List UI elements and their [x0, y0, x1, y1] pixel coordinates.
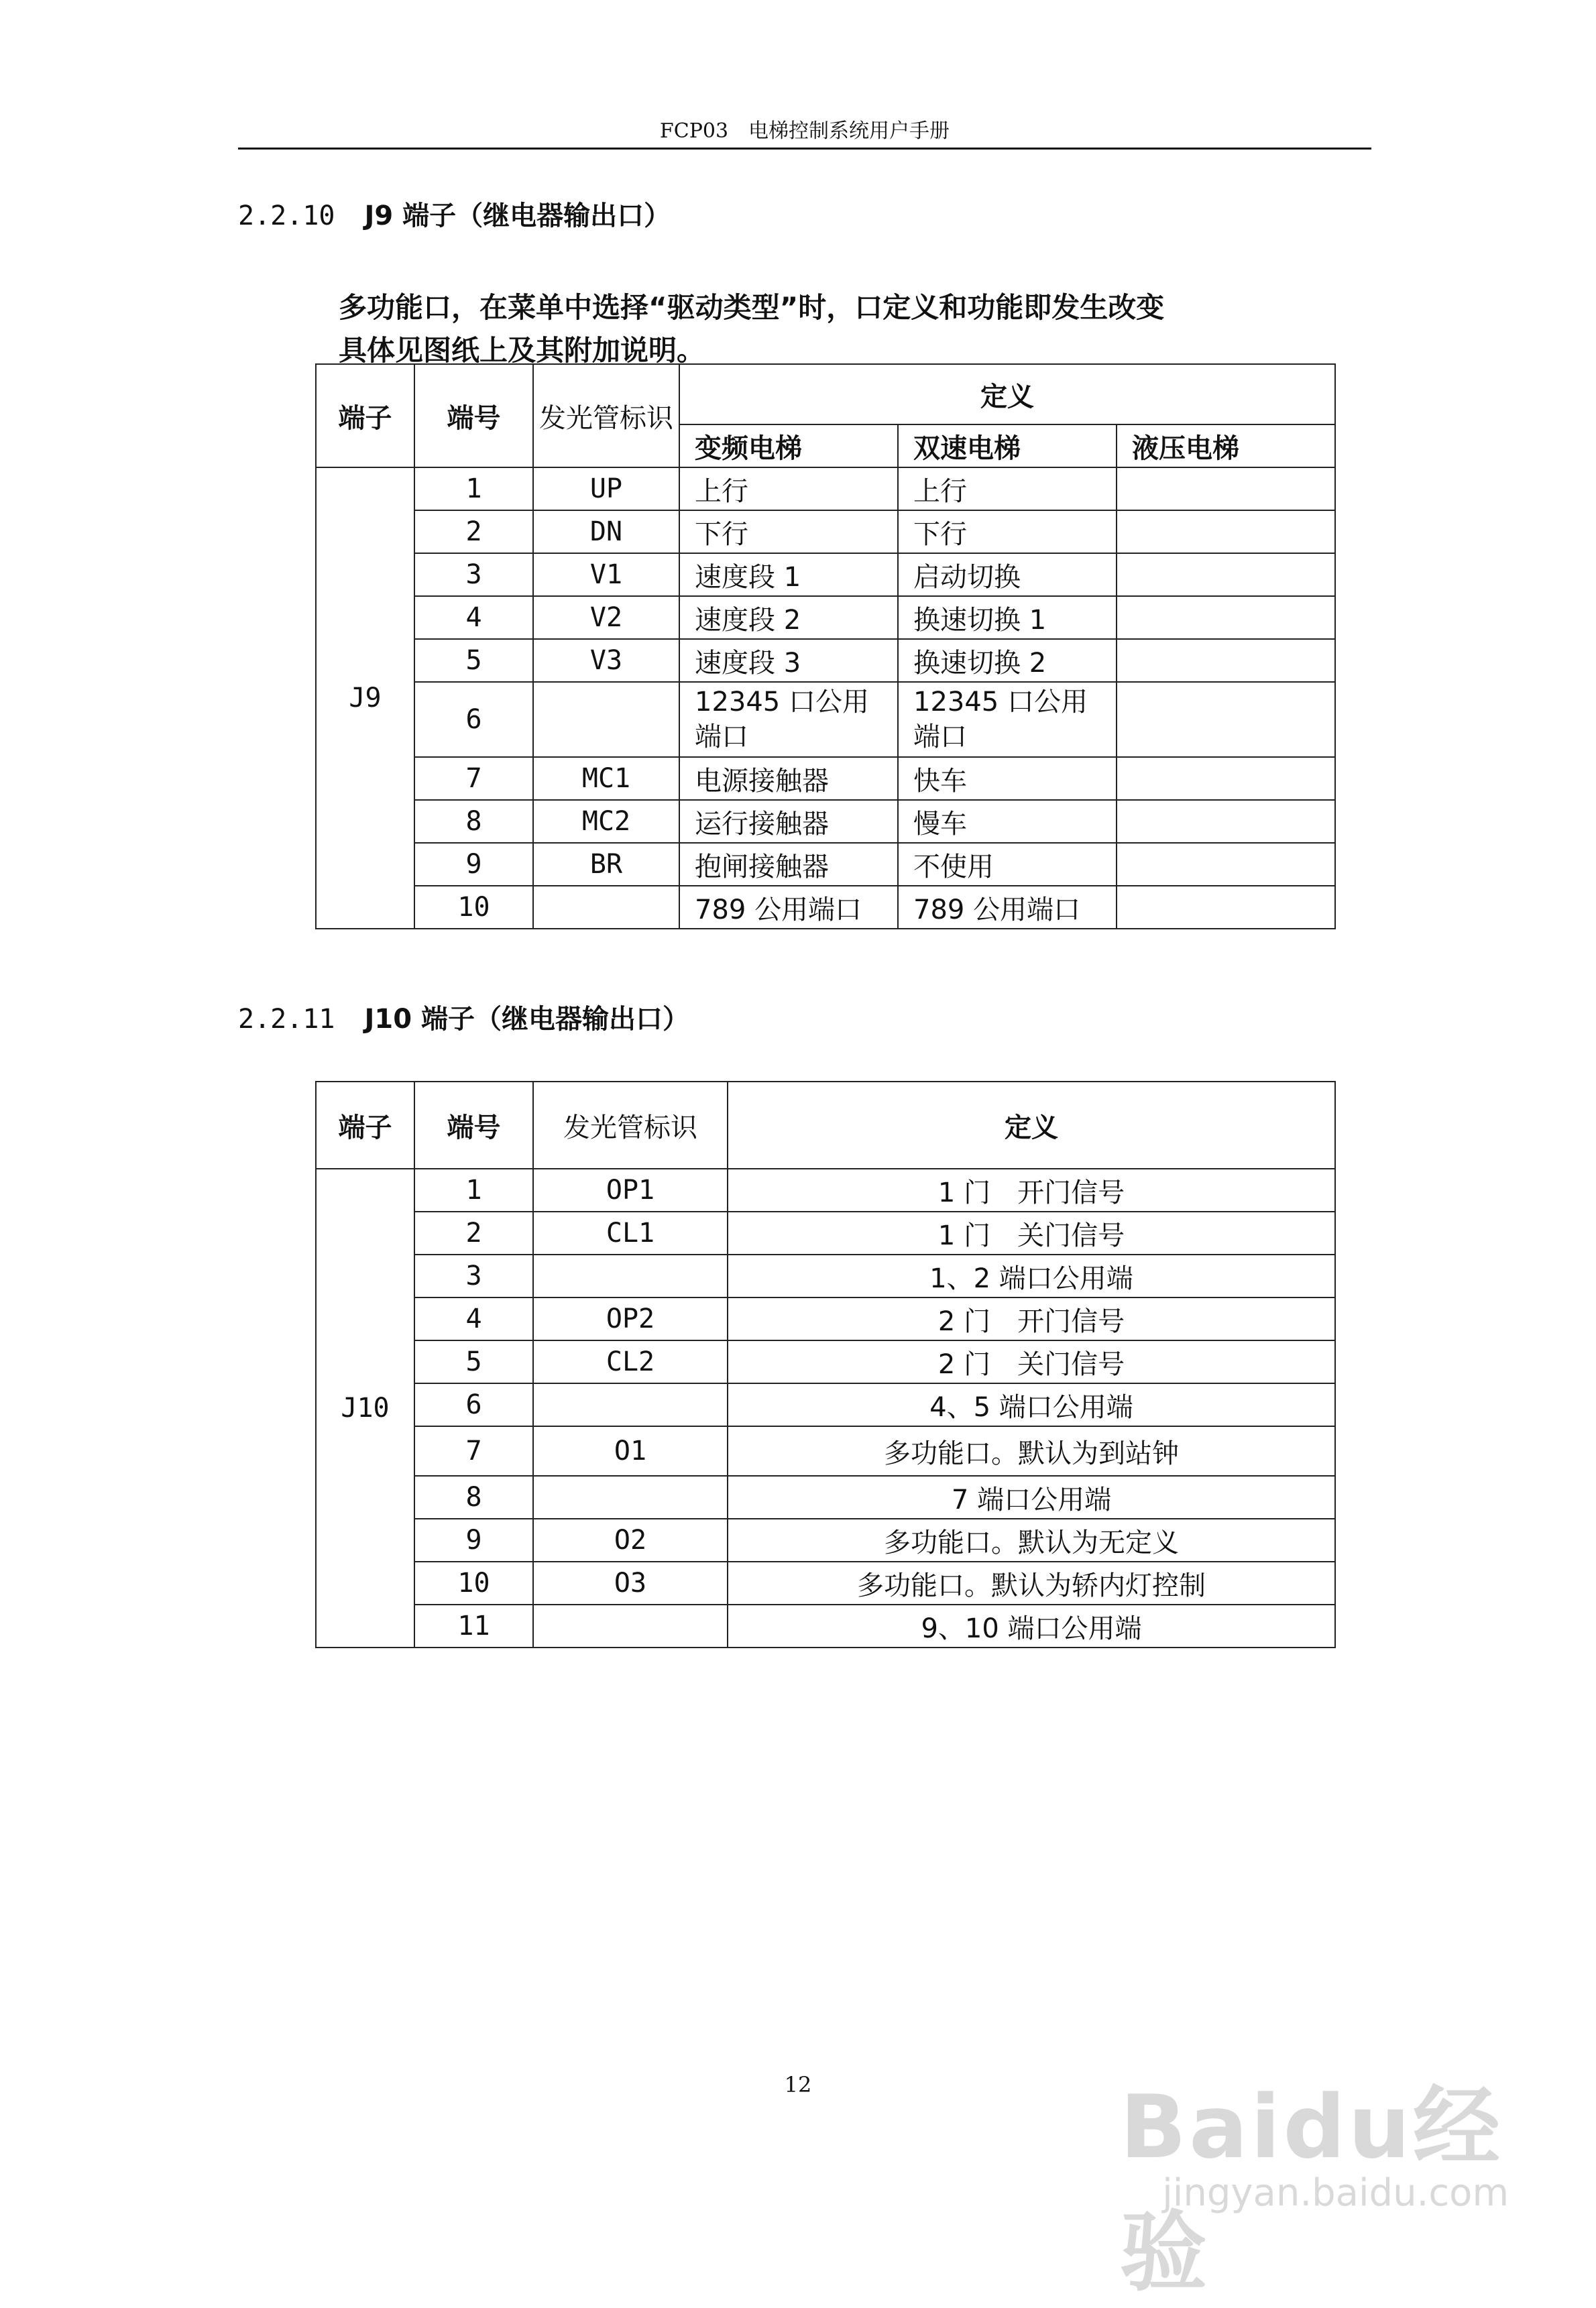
- vf-elevator-definition: 抱闸接触器: [679, 843, 898, 886]
- baidu-watermark-logo: [1120, 2057, 1522, 2303]
- two-speed-definition: 下行: [898, 510, 1117, 553]
- table-row: [316, 1519, 1335, 1562]
- table-row: [316, 1169, 1335, 1212]
- table-row: [316, 682, 1335, 757]
- header-number: 端号: [414, 364, 533, 467]
- port-definition: 1 门 关门信号: [728, 1212, 1335, 1255]
- hydraulic-definition: [1117, 800, 1335, 843]
- terminal-number: 11: [414, 1605, 533, 1648]
- section-number: 2.2.11: [238, 1004, 335, 1035]
- led-label: CL2: [533, 1340, 728, 1383]
- table-row: [316, 510, 1335, 553]
- table-row: [316, 1340, 1335, 1383]
- hydraulic-definition: [1117, 510, 1335, 553]
- two-speed-definition: 789 公用端口: [898, 886, 1117, 929]
- two-speed-definition: 换速切换 2: [898, 639, 1117, 682]
- terminal-number: 2: [414, 510, 533, 553]
- hydraulic-definition: [1117, 639, 1335, 682]
- led-label: O1: [533, 1426, 728, 1476]
- vf-elevator-definition: 速度段 1: [679, 553, 898, 596]
- terminal-number: 3: [414, 1255, 533, 1297]
- table-row: [316, 1605, 1335, 1648]
- hydraulic-definition: [1117, 757, 1335, 800]
- vf-elevator-definition: 789 公用端口: [679, 886, 898, 929]
- header-number: 端号: [414, 1082, 533, 1169]
- section-number: 2.2.10: [238, 200, 335, 231]
- terminal-number: 10: [414, 1562, 533, 1605]
- terminal-number: 9: [414, 843, 533, 886]
- two-speed-definition: 快车: [898, 757, 1117, 800]
- j10-terminal-table: [315, 1081, 1336, 1648]
- led-label: O3: [533, 1562, 728, 1605]
- vf-elevator-definition: 速度段 2: [679, 596, 898, 639]
- watermark-brand: Baidu经验: [1120, 2076, 1503, 2303]
- hydraulic-definition: [1117, 467, 1335, 510]
- two-speed-definition: 上行: [898, 467, 1117, 510]
- header-two-speed-elevator: 双速电梯: [898, 424, 1117, 467]
- intro-paragraph: [339, 280, 1358, 366]
- terminal-number: 7: [414, 1426, 533, 1476]
- hydraulic-definition: [1117, 553, 1335, 596]
- two-speed-definition: 12345 口公用端口: [898, 682, 1117, 757]
- terminal-number: 6: [414, 1383, 533, 1426]
- led-label: [533, 1255, 728, 1297]
- terminal-number: 1: [414, 467, 533, 510]
- section-title: J10 端子（继电器输出口）: [364, 1004, 689, 1035]
- led-label: [533, 682, 679, 757]
- terminal-number: 5: [414, 1340, 533, 1383]
- terminal-number: 6: [414, 682, 533, 757]
- table-row: [316, 1297, 1335, 1340]
- led-label: [533, 886, 679, 929]
- terminal-number: 9: [414, 1519, 533, 1562]
- table-row: [316, 1255, 1335, 1297]
- led-label: [533, 1605, 728, 1648]
- table-row: [316, 843, 1335, 886]
- led-label: DN: [533, 510, 679, 553]
- port-definition: 1 门 开门信号: [728, 1169, 1335, 1212]
- vf-elevator-definition: 速度段 3: [679, 639, 898, 682]
- section-title: J9 端子（继电器输出口）: [364, 200, 671, 231]
- header-title: FCP03 电梯控制系统用户手册: [659, 119, 950, 143]
- port-definition: 多功能口。默认为无定义: [728, 1519, 1335, 1562]
- two-speed-definition: 不使用: [898, 843, 1117, 886]
- intro-line-2: 具体见图纸上及其附加说明。: [339, 334, 705, 367]
- led-label: BR: [533, 843, 679, 886]
- led-label: [533, 1476, 728, 1519]
- led-label: [533, 1383, 728, 1426]
- terminal-number: 10: [414, 886, 533, 929]
- header-led: 发光管标识: [533, 1082, 728, 1169]
- port-definition: 4、5 端口公用端: [728, 1383, 1335, 1426]
- hydraulic-definition: [1117, 886, 1335, 929]
- led-label: UP: [533, 467, 679, 510]
- table-row: [316, 757, 1335, 800]
- terminal-number: 7: [414, 757, 533, 800]
- led-label: OP1: [533, 1169, 728, 1212]
- two-speed-definition: 慢车: [898, 800, 1117, 843]
- led-label: MC1: [533, 757, 679, 800]
- terminal-number: 2: [414, 1212, 533, 1255]
- table-row: [316, 639, 1335, 682]
- port-definition: 9、10 端口公用端: [728, 1605, 1335, 1648]
- intro-line-1: 多功能口，在菜单中选择“驱动类型”时，口定义和功能即发生改变: [339, 291, 1165, 324]
- port-definition: 2 门 开门信号: [728, 1297, 1335, 1340]
- table-row: [316, 1476, 1335, 1519]
- table-row: [316, 1383, 1335, 1426]
- hydraulic-definition: [1117, 843, 1335, 886]
- two-speed-definition: 换速切换 1: [898, 596, 1117, 639]
- port-definition: 多功能口。默认为轿内灯控制: [728, 1562, 1335, 1605]
- led-label: OP2: [533, 1297, 728, 1340]
- port-definition: 7 端口公用端: [728, 1476, 1335, 1519]
- terminal-number: 3: [414, 553, 533, 596]
- header-vf-elevator: 变频电梯: [679, 424, 898, 467]
- table-row: [316, 1426, 1335, 1476]
- header-led: 发光管标识: [533, 364, 679, 467]
- hydraulic-definition: [1117, 596, 1335, 639]
- port-definition: 多功能口。默认为到站钟: [728, 1426, 1335, 1476]
- header-terminal: 端子: [316, 364, 414, 467]
- header-rule: [238, 148, 1371, 150]
- table-row: [316, 1562, 1335, 1605]
- led-label: V2: [533, 596, 679, 639]
- terminal-label: J10: [316, 1169, 414, 1648]
- led-label: V1: [533, 553, 679, 596]
- vf-elevator-definition: 上行: [679, 467, 898, 510]
- page-number: 12: [784, 2072, 812, 2097]
- terminal-number: 8: [414, 800, 533, 843]
- terminal-label: J9: [316, 467, 414, 929]
- header-terminal: 端子: [316, 1082, 414, 1169]
- vf-elevator-definition: 下行: [679, 510, 898, 553]
- led-label: O2: [533, 1519, 728, 1562]
- terminal-number: 8: [414, 1476, 533, 1519]
- led-label: V3: [533, 639, 679, 682]
- table-row: [316, 1212, 1335, 1255]
- table-row: [316, 596, 1335, 639]
- led-label: CL1: [533, 1212, 728, 1255]
- led-label: MC2: [533, 800, 679, 843]
- j9-terminal-table: [315, 363, 1336, 929]
- terminal-number: 4: [414, 1297, 533, 1340]
- vf-elevator-definition: 12345 口公用端口: [679, 682, 898, 757]
- header-definition: 定义: [679, 364, 1335, 424]
- section-heading-j9: [238, 194, 671, 233]
- header-definition: 定义: [728, 1082, 1335, 1169]
- vf-elevator-definition: 运行接触器: [679, 800, 898, 843]
- terminal-number: 5: [414, 639, 533, 682]
- header-hydraulic-elevator: 液压电梯: [1117, 424, 1335, 467]
- table-row: [316, 886, 1335, 929]
- terminal-number: 4: [414, 596, 533, 639]
- watermark-site: jingyan.baidu.com: [1162, 2171, 1509, 2215]
- table-row: [316, 467, 1335, 510]
- port-definition: 1、2 端口公用端: [728, 1255, 1335, 1297]
- hydraulic-definition: [1117, 682, 1335, 757]
- section-heading-j10: [238, 998, 689, 1036]
- vf-elevator-definition: 电源接触器: [679, 757, 898, 800]
- two-speed-definition: 启动切换: [898, 553, 1117, 596]
- table-row: [316, 553, 1335, 596]
- port-definition: 2 门 关门信号: [728, 1340, 1335, 1383]
- table-row: [316, 800, 1335, 843]
- terminal-number: 1: [414, 1169, 533, 1212]
